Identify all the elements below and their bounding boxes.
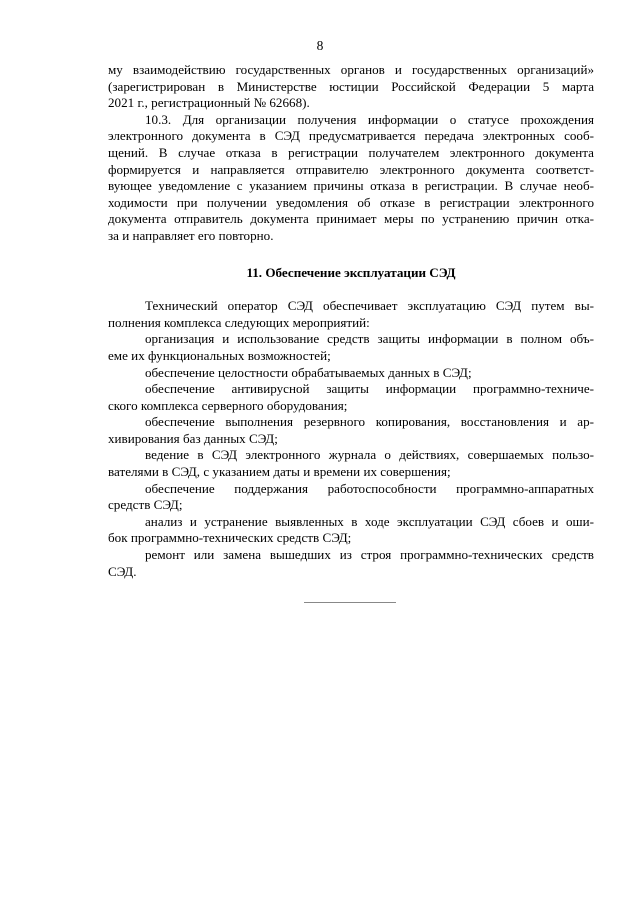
text-line: полнения комплекса следующих мероприятий: [108, 314, 370, 330]
paragraph-first-line: Технический оператор СЭД обеспечивает эксплуатацию СЭД путем вы- [145, 298, 594, 314]
text-line: за и направляет его повторно. [108, 227, 274, 243]
text-line: му взаимодействию государственных органов и государственных организаций» [108, 62, 594, 77]
text-line: электронного документа в СЭД предусматривается передача электронных сооб- [108, 128, 594, 144]
list-item-line: обеспечение выполнения резервного копирования, восстановления и ар- [145, 414, 594, 430]
list-item-line: обеспечение антивирусной защиты информации программно-техниче- [145, 381, 594, 397]
page-number: 8 [316, 38, 324, 53]
section-heading: 11. Обеспечение эксплуатации СЭД [246, 264, 456, 280]
list-item-line: ремонт или замена вышедших из строя программно-технических средств [145, 547, 594, 563]
text-line: вателями в СЭД, с указанием даты и времени их совершения; [108, 464, 451, 480]
text-line: ходимости при получении уведомления об отказе в регистрации электронного [108, 194, 594, 210]
list-item-line: организация и использование средств защиты информации в полном объ- [145, 331, 594, 347]
text-line: 2021 г., регистрационный № 62668). [108, 95, 310, 111]
text-line: щений. В случае отказа в регистрации получателем электронного документа [108, 144, 594, 160]
text-line: СЭД. [108, 563, 137, 579]
document-body [108, 62, 594, 580]
text-line: формируется и направляется отправителю электронного документа соответст- [108, 161, 594, 177]
text-line: (зарегистрирован в Министерстве юстиции Российской Федерации 5 марта [108, 78, 594, 94]
text-line: еме их функциональных возможностей; [108, 347, 331, 363]
list-item-line: ведение в СЭД электронного журнала о действиях, совершаемых пользо- [145, 447, 594, 463]
paragraph-first-line: 10.3. Для организации получения информации о статусе прохождения [145, 111, 594, 127]
text-line: бок программно-технических средств СЭД; [108, 530, 352, 546]
text-line: хивирования баз данных СЭД; [108, 430, 278, 446]
text-line: ского комплекса серверного оборудования; [108, 397, 348, 413]
text-line: средств СЭД; [108, 497, 183, 513]
text-line: вующее уведомление с указанием причины отказа в регистрации. В случае необ- [108, 178, 594, 194]
list-item-line: обеспечение целостности обрабатываемых данных в СЭД; [145, 364, 472, 380]
list-item-line: обеспечение поддержания работоспособности программно-аппаратных [145, 480, 594, 496]
text-line: документа отправитель документа принимает меры по устранению причин отка- [108, 211, 594, 227]
closing-rule [304, 602, 396, 603]
list-item-line: анализ и устранение выявленных в ходе эксплуатации СЭД сбоев и оши- [145, 513, 594, 529]
